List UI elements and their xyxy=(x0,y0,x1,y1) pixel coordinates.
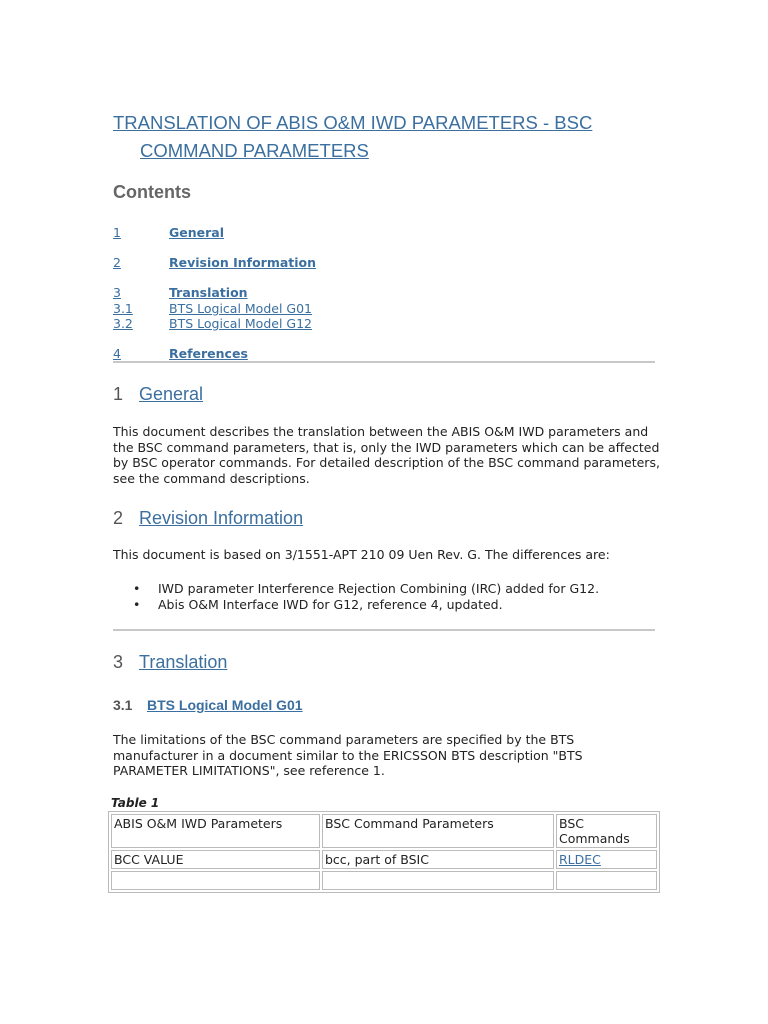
table-row xyxy=(111,850,657,869)
toc-num-3-2[interactable]: 3.2 xyxy=(113,316,133,331)
toc-link-references[interactable]: References xyxy=(169,346,248,361)
table-header-cell: BSC Commands xyxy=(556,814,657,848)
section-link-general[interactable]: General xyxy=(139,384,204,404)
parameters-table xyxy=(108,811,660,893)
section-number: 2 xyxy=(113,508,124,528)
general-paragraph: This document describes the translation between the ABIS O&M IWD parameters and the BSC command parameters, that is, only the IWD parameters which can be affected by BSC operator commands. For detailed description of the BSC command parameters, see the command descriptions. xyxy=(113,424,660,486)
section-heading-revision xyxy=(113,508,303,529)
subsection-number: 3.1 xyxy=(113,697,133,713)
toc-num-4[interactable]: 4 xyxy=(113,346,121,361)
list-item: • Abis O&M Interface IWD for G12, reference 4, updated. xyxy=(133,597,503,612)
g01-paragraph: The limitations of the BSC command parameters are specified by the BTS manufacturer in a document similar to the ERICSSON BTS description "BTS PARAMETER LIMITATIONS", see reference 1. xyxy=(113,732,583,778)
document-title xyxy=(113,109,673,165)
rldec-command-link[interactable]: RLDEC xyxy=(559,852,601,867)
contents-heading: Contents xyxy=(113,182,191,202)
section-link-translation[interactable]: Translation xyxy=(139,652,228,672)
section-heading-general xyxy=(113,384,203,405)
toc-link-translation[interactable]: Translation xyxy=(169,285,248,300)
subsection-heading-g01 xyxy=(113,697,303,713)
divider xyxy=(113,629,655,631)
toc-link-g12[interactable]: BTS Logical Model G12 xyxy=(169,316,312,331)
section-number: 1 xyxy=(113,384,124,404)
table-header-row xyxy=(111,814,657,848)
table-header-cell: BSC Command Parameters xyxy=(322,814,554,848)
divider xyxy=(113,361,655,363)
section-link-revision[interactable]: Revision Information xyxy=(139,508,304,528)
section-number: 3 xyxy=(113,652,124,672)
table-cell xyxy=(111,871,320,890)
table-header-cell: ABIS O&M IWD Parameters xyxy=(111,814,320,848)
toc-link-revision[interactable]: Revision Information xyxy=(169,255,317,270)
toc-link-g01[interactable]: BTS Logical Model G01 xyxy=(169,301,312,316)
toc-num-3[interactable]: 3 xyxy=(113,285,121,300)
list-item: • IWD parameter Interference Rejection Combining (IRC) added for G12. xyxy=(133,581,600,596)
table-cell xyxy=(556,871,657,890)
table-cell: BCC VALUE xyxy=(111,850,320,869)
table-cell xyxy=(322,871,554,890)
table-row xyxy=(111,871,657,890)
table-cell: bcc, part of BSIC xyxy=(322,850,554,869)
toc-num-1[interactable]: 1 xyxy=(113,225,121,240)
table-cell xyxy=(556,850,657,869)
section-heading-translation xyxy=(113,652,227,673)
subsection-link-g01[interactable]: BTS Logical Model G01 xyxy=(147,697,303,713)
table-caption: Table 1 xyxy=(111,796,160,810)
title-link-line1[interactable]: TRANSLATION OF ABIS O&M IWD PARAMETERS - BSC xyxy=(113,112,593,133)
toc-num-3-1[interactable]: 3.1 xyxy=(113,301,133,316)
toc-num-2[interactable]: 2 xyxy=(113,255,121,270)
toc-link-general[interactable]: General xyxy=(169,225,224,240)
revision-paragraph: This document is based on 3/1551-APT 210 09 Uen Rev. G. The differences are: xyxy=(113,547,610,562)
title-link-line2[interactable]: COMMAND PARAMETERS xyxy=(140,140,369,161)
revision-bullet-list xyxy=(133,581,673,613)
